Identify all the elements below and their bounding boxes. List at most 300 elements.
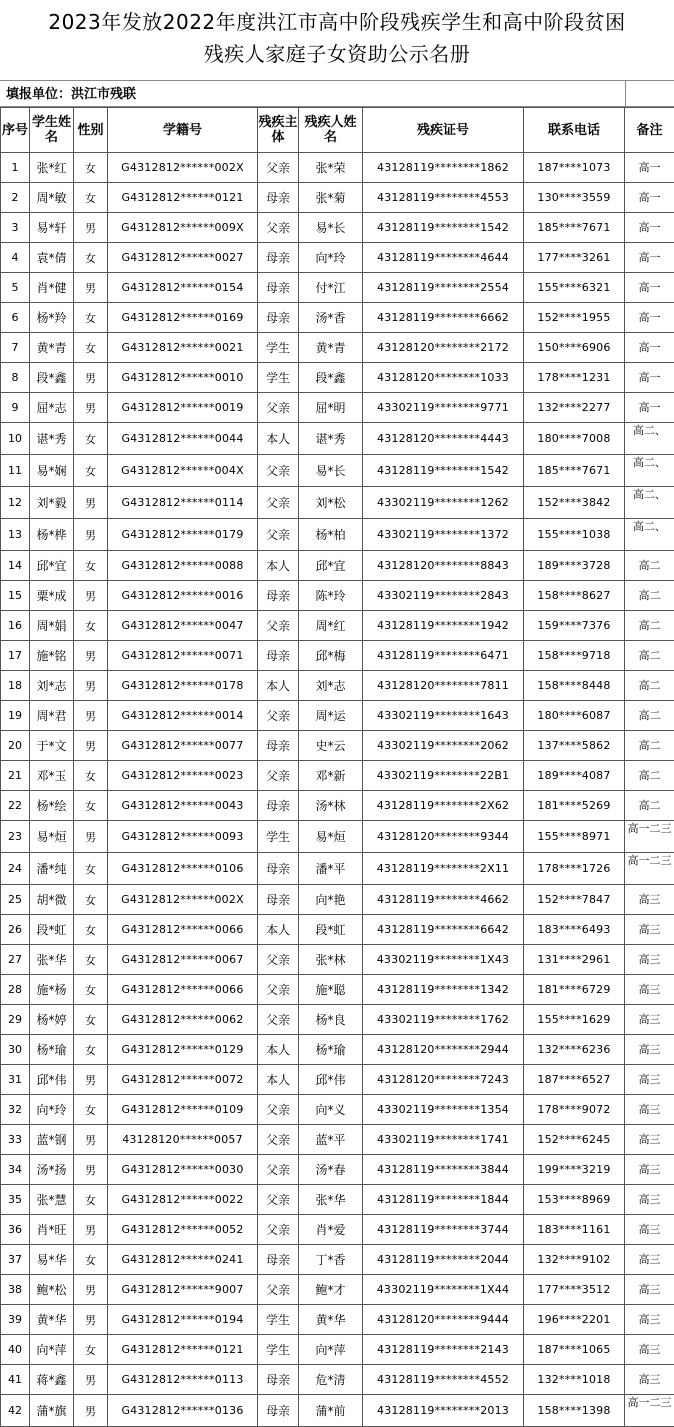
cell-student-id: G4312812******0066 (108, 915, 258, 945)
cell-disabled-name: 邱*伟 (299, 1065, 363, 1095)
cell-student-name: 邓*玉 (30, 761, 74, 791)
cell-student-id: G4312812******0093 (108, 821, 258, 853)
table-row (1, 1365, 674, 1395)
cell-student-id: G4312812******0088 (108, 551, 258, 581)
cell-gender: 女 (74, 1335, 108, 1365)
cell-disabled-name: 杨*良 (299, 1005, 363, 1035)
cell-index: 18 (1, 671, 30, 701)
cell-student-id: G4312812******0121 (108, 183, 258, 213)
cell-disabled-subject: 母亲 (258, 791, 299, 821)
cell-student-name: 刘*毅 (30, 487, 74, 519)
cell-gender: 男 (74, 821, 108, 853)
cell-student-name: 肖*健 (30, 273, 74, 303)
cell-index: 40 (1, 1335, 30, 1365)
cell-disability-cert: 43128119********2X11 (363, 853, 524, 885)
cell-disability-cert: 43128120********9444 (363, 1305, 524, 1335)
cell-disabled-subject: 父亲 (258, 1005, 299, 1035)
cell-disability-cert: 43128120********2172 (363, 333, 524, 363)
cell-student-name: 张*慧 (30, 1185, 74, 1215)
cell-disability-cert: 43128119********2143 (363, 1335, 524, 1365)
cell-disability-cert: 43128119********4552 (363, 1365, 524, 1395)
cell-index: 3 (1, 213, 30, 243)
cell-gender: 男 (74, 701, 108, 731)
cell-gender: 女 (74, 153, 108, 183)
cell-disability-cert: 43302119********2843 (363, 581, 524, 611)
table-row (1, 975, 674, 1005)
cell-student-id: G4312812******0113 (108, 1365, 258, 1395)
cell-student-id: G4312812******002X (108, 885, 258, 915)
cell-disability-cert: 43302119********2062 (363, 731, 524, 761)
cell-gender: 女 (74, 975, 108, 1005)
cell-disabled-name: 张*林 (299, 945, 363, 975)
cell-gender: 男 (74, 1275, 108, 1305)
cell-phone: 187****6527 (524, 1065, 625, 1095)
cell-disabled-subject: 母亲 (258, 885, 299, 915)
cell-student-name: 杨*瑜 (30, 1035, 74, 1065)
cell-phone: 183****1161 (524, 1215, 625, 1245)
cell-gender: 男 (74, 581, 108, 611)
cell-remark: 高一 (625, 183, 674, 213)
cell-disability-cert: 43302119********1762 (363, 1005, 524, 1035)
cell-student-id: G4312812******0136 (108, 1395, 258, 1427)
cell-disabled-name: 潘*平 (299, 853, 363, 885)
table-row (1, 791, 674, 821)
cell-disabled-subject: 父亲 (258, 1125, 299, 1155)
table-row (1, 915, 674, 945)
cell-phone: 130****3559 (524, 183, 625, 213)
cell-index: 15 (1, 581, 30, 611)
cell-disabled-name: 易*长 (299, 213, 363, 243)
cell-disabled-name: 黄*华 (299, 1305, 363, 1335)
cell-remark: 高三 (625, 1245, 674, 1275)
cell-gender: 女 (74, 915, 108, 945)
cell-remark: 高三 (625, 1335, 674, 1365)
cell-index: 2 (1, 183, 30, 213)
table-row (1, 821, 674, 853)
table-row (1, 183, 674, 213)
column-divider (625, 81, 626, 106)
table-row (1, 455, 674, 487)
cell-student-name: 周*敏 (30, 183, 74, 213)
cell-student-name: 汤*扬 (30, 1155, 74, 1185)
cell-index: 7 (1, 333, 30, 363)
cell-disabled-subject: 父亲 (258, 945, 299, 975)
cell-disabled-name: 向*玲 (299, 243, 363, 273)
cell-disabled-subject: 父亲 (258, 611, 299, 641)
table-row (1, 303, 674, 333)
title-line-2: 残疾人家庭子女资助公示名册 (0, 41, 674, 67)
cell-index: 24 (1, 853, 30, 885)
cell-disability-cert: 43128119********1942 (363, 611, 524, 641)
cell-disabled-subject: 母亲 (258, 731, 299, 761)
cell-student-id: G4312812******0178 (108, 671, 258, 701)
cell-student-name: 于*文 (30, 731, 74, 761)
cell-student-name: 胡*微 (30, 885, 74, 915)
cell-phone: 155****1629 (524, 1005, 625, 1035)
cell-student-id: G4312812******0030 (108, 1155, 258, 1185)
cell-disabled-subject: 父亲 (258, 975, 299, 1005)
cell-student-name: 杨*羚 (30, 303, 74, 333)
cell-student-id: G4312812******0043 (108, 791, 258, 821)
cell-phone: 131****2961 (524, 945, 625, 975)
cell-disabled-name: 屈*明 (299, 393, 363, 423)
cell-phone: 187****1065 (524, 1335, 625, 1365)
cell-disabled-subject: 母亲 (258, 641, 299, 671)
cell-index: 34 (1, 1155, 30, 1185)
cell-remark: 高三 (625, 975, 674, 1005)
cell-disabled-subject: 父亲 (258, 701, 299, 731)
cell-disability-cert: 43302119********1X44 (363, 1275, 524, 1305)
cell-disability-cert: 43128119********1342 (363, 975, 524, 1005)
cell-student-name: 邱*宜 (30, 551, 74, 581)
cell-disabled-name: 汤*林 (299, 791, 363, 821)
cell-gender: 男 (74, 487, 108, 519)
cell-phone: 137****5862 (524, 731, 625, 761)
table-row (1, 487, 674, 519)
cell-disability-cert: 43128120********7243 (363, 1065, 524, 1095)
cell-remark: 高三 (625, 1155, 674, 1185)
table-row (1, 423, 674, 455)
cell-disabled-name: 刘*松 (299, 487, 363, 519)
cell-student-id: G4312812******0241 (108, 1245, 258, 1275)
cell-student-id: G4312812******0022 (108, 1185, 258, 1215)
cell-phone: 180****6087 (524, 701, 625, 731)
cell-student-name: 施*杨 (30, 975, 74, 1005)
cell-index: 21 (1, 761, 30, 791)
cell-remark: 高二 (625, 611, 674, 641)
cell-remark: 高二、 (625, 423, 674, 455)
cell-gender: 女 (74, 1245, 108, 1275)
cell-disability-cert: 43128119********4553 (363, 183, 524, 213)
cell-index: 20 (1, 731, 30, 761)
cell-disabled-subject: 本人 (258, 423, 299, 455)
cell-index: 13 (1, 519, 30, 551)
cell-gender: 男 (74, 1125, 108, 1155)
cell-disabled-subject: 父亲 (258, 1215, 299, 1245)
cell-remark: 高三 (625, 1035, 674, 1065)
cell-disability-cert: 43128119********3744 (363, 1215, 524, 1245)
cell-remark: 高三 (625, 1365, 674, 1395)
cell-disabled-subject: 本人 (258, 1065, 299, 1095)
cell-index: 41 (1, 1365, 30, 1395)
cell-remark: 高三 (625, 1005, 674, 1035)
cell-remark: 高一 (625, 333, 674, 363)
cell-phone: 152****7847 (524, 885, 625, 915)
cell-student-id: G4312812******0071 (108, 641, 258, 671)
cell-disabled-subject: 父亲 (258, 393, 299, 423)
header-student-name: 学生姓名 (30, 108, 74, 153)
header-disability-cert: 残疾证号 (363, 108, 524, 153)
cell-disability-cert: 43128120********1033 (363, 363, 524, 393)
cell-student-id: G4312812******0052 (108, 1215, 258, 1245)
cell-gender: 男 (74, 1155, 108, 1185)
cell-disability-cert: 43128119********4644 (363, 243, 524, 273)
cell-gender: 女 (74, 243, 108, 273)
header-index: 序号 (1, 108, 30, 153)
cell-student-name: 易*华 (30, 1245, 74, 1275)
cell-student-id: G4312812******0044 (108, 423, 258, 455)
reporting-unit-row (0, 80, 674, 107)
cell-disabled-subject: 母亲 (258, 581, 299, 611)
cell-remark: 高一 (625, 273, 674, 303)
cell-disabled-subject: 父亲 (258, 1095, 299, 1125)
cell-index: 31 (1, 1065, 30, 1095)
cell-gender: 女 (74, 423, 108, 455)
cell-disability-cert: 43302119********1741 (363, 1125, 524, 1155)
table-row (1, 761, 674, 791)
cell-disabled-name: 张*华 (299, 1185, 363, 1215)
cell-disabled-subject: 学生 (258, 333, 299, 363)
cell-gender: 女 (74, 611, 108, 641)
cell-gender: 男 (74, 519, 108, 551)
table-row (1, 551, 674, 581)
cell-gender: 男 (74, 1365, 108, 1395)
cell-index: 36 (1, 1215, 30, 1245)
cell-index: 12 (1, 487, 30, 519)
cell-disabled-name: 邱*梅 (299, 641, 363, 671)
table-row (1, 945, 674, 975)
table-row (1, 1155, 674, 1185)
table-row (1, 1245, 674, 1275)
reporting-unit-label: 填报单位：洪江市残联 (0, 87, 136, 102)
cell-disabled-subject: 学生 (258, 363, 299, 393)
cell-student-id: G4312812******0047 (108, 611, 258, 641)
cell-student-name: 谌*秀 (30, 423, 74, 455)
cell-remark: 高二 (625, 551, 674, 581)
cell-disabled-subject: 父亲 (258, 213, 299, 243)
cell-index: 14 (1, 551, 30, 581)
cell-remark: 高三 (625, 1125, 674, 1155)
cell-phone: 152****3842 (524, 487, 625, 519)
cell-disability-cert: 43302119********1X43 (363, 945, 524, 975)
document-title (0, 0, 674, 78)
cell-phone: 155****1038 (524, 519, 625, 551)
cell-index: 10 (1, 423, 30, 455)
cell-disabled-subject: 父亲 (258, 519, 299, 551)
cell-phone: 152****6245 (524, 1125, 625, 1155)
cell-student-name: 黄*青 (30, 333, 74, 363)
cell-index: 33 (1, 1125, 30, 1155)
cell-student-name: 张*红 (30, 153, 74, 183)
table-row (1, 1185, 674, 1215)
cell-disabled-name: 蒲*前 (299, 1395, 363, 1427)
cell-disability-cert: 43302119********1262 (363, 487, 524, 519)
cell-gender: 女 (74, 303, 108, 333)
cell-gender: 女 (74, 945, 108, 975)
cell-student-name: 刘*志 (30, 671, 74, 701)
cell-phone: 185****7671 (524, 213, 625, 243)
header-remark: 备注 (625, 108, 674, 153)
cell-disabled-name: 易*长 (299, 455, 363, 487)
cell-index: 4 (1, 243, 30, 273)
cell-remark: 高二、 (625, 487, 674, 519)
cell-disabled-name: 邱*宜 (299, 551, 363, 581)
cell-phone: 196****2201 (524, 1305, 625, 1335)
cell-student-name: 易*烜 (30, 821, 74, 853)
table-row (1, 213, 674, 243)
cell-index: 8 (1, 363, 30, 393)
cell-disabled-subject: 母亲 (258, 183, 299, 213)
cell-disability-cert: 43128119********6662 (363, 303, 524, 333)
cell-disabled-name: 危*清 (299, 1365, 363, 1395)
cell-disabled-subject: 学生 (258, 1305, 299, 1335)
cell-disability-cert: 43128119********3844 (363, 1155, 524, 1185)
cell-index: 30 (1, 1035, 30, 1065)
cell-remark: 高一二三 (625, 821, 674, 853)
table-row (1, 885, 674, 915)
cell-disabled-name: 谌*秀 (299, 423, 363, 455)
table-row (1, 1005, 674, 1035)
table-header-row (1, 108, 674, 153)
roster-table (0, 107, 674, 1427)
cell-student-name: 段*鑫 (30, 363, 74, 393)
cell-remark: 高一 (625, 243, 674, 273)
title-line-1: 2023年发放2022年度洪江市高中阶段残疾学生和高中阶段贫困 (0, 0, 674, 35)
cell-disabled-subject: 父亲 (258, 153, 299, 183)
table-row (1, 1125, 674, 1155)
cell-student-id: G4312812******002X (108, 153, 258, 183)
cell-disability-cert: 43128119********2X62 (363, 791, 524, 821)
cell-remark: 高三 (625, 1305, 674, 1335)
table-row (1, 1095, 674, 1125)
cell-gender: 男 (74, 1395, 108, 1427)
cell-student-id: G4312812******0169 (108, 303, 258, 333)
cell-disabled-subject: 母亲 (258, 1365, 299, 1395)
cell-remark: 高二 (625, 641, 674, 671)
cell-index: 23 (1, 821, 30, 853)
cell-disabled-name: 张*菊 (299, 183, 363, 213)
cell-student-name: 杨*绘 (30, 791, 74, 821)
cell-disability-cert: 43128120********7811 (363, 671, 524, 701)
cell-student-id: G4312812******0066 (108, 975, 258, 1005)
cell-disabled-subject: 母亲 (258, 1395, 299, 1427)
cell-disabled-name: 史*云 (299, 731, 363, 761)
cell-disability-cert: 43302119********22B1 (363, 761, 524, 791)
cell-index: 25 (1, 885, 30, 915)
cell-disabled-name: 汤*春 (299, 1155, 363, 1185)
cell-disabled-subject: 学生 (258, 821, 299, 853)
cell-phone: 158****1398 (524, 1395, 625, 1427)
cell-disabled-name: 丁*香 (299, 1245, 363, 1275)
cell-disabled-subject: 母亲 (258, 273, 299, 303)
cell-gender: 男 (74, 363, 108, 393)
cell-disabled-name: 施*聪 (299, 975, 363, 1005)
cell-gender: 女 (74, 333, 108, 363)
cell-student-name: 屈*志 (30, 393, 74, 423)
cell-gender: 男 (74, 1215, 108, 1245)
cell-phone: 185****7671 (524, 455, 625, 487)
cell-student-id: G4312812******0067 (108, 945, 258, 975)
cell-disabled-subject: 母亲 (258, 853, 299, 885)
cell-disability-cert: 43128120********9344 (363, 821, 524, 853)
header-gender: 性别 (74, 108, 108, 153)
cell-student-name: 黄*华 (30, 1305, 74, 1335)
cell-disabled-subject: 学生 (258, 1335, 299, 1365)
cell-phone: 177****3512 (524, 1275, 625, 1305)
cell-student-name: 周*娟 (30, 611, 74, 641)
cell-student-name: 蒲*旗 (30, 1395, 74, 1427)
cell-student-id: G4312812******0077 (108, 731, 258, 761)
cell-phone: 155****8971 (524, 821, 625, 853)
cell-remark: 高一 (625, 213, 674, 243)
header-student-id: 学籍号 (108, 108, 258, 153)
cell-gender: 男 (74, 671, 108, 701)
cell-student-name: 粟*成 (30, 581, 74, 611)
cell-phone: 159****7376 (524, 611, 625, 641)
cell-disabled-name: 邓*新 (299, 761, 363, 791)
cell-student-id: G4312812******0021 (108, 333, 258, 363)
cell-gender: 男 (74, 213, 108, 243)
cell-gender: 男 (74, 1065, 108, 1095)
table-row (1, 1065, 674, 1095)
cell-disabled-name: 张*荣 (299, 153, 363, 183)
cell-remark: 高三 (625, 885, 674, 915)
table-row (1, 333, 674, 363)
cell-disability-cert: 43128119********2013 (363, 1395, 524, 1427)
cell-student-name: 蒋*鑫 (30, 1365, 74, 1395)
cell-remark: 高二 (625, 761, 674, 791)
cell-student-name: 易*轩 (30, 213, 74, 243)
cell-phone: 178****1726 (524, 853, 625, 885)
cell-index: 26 (1, 915, 30, 945)
table-row (1, 1035, 674, 1065)
cell-index: 38 (1, 1275, 30, 1305)
table-row (1, 1335, 674, 1365)
cell-index: 32 (1, 1095, 30, 1125)
cell-student-name: 杨*婷 (30, 1005, 74, 1035)
cell-remark: 高二、 (625, 455, 674, 487)
cell-phone: 177****3261 (524, 243, 625, 273)
cell-phone: 155****6321 (524, 273, 625, 303)
cell-remark: 高三 (625, 1065, 674, 1095)
cell-remark: 高二 (625, 581, 674, 611)
cell-index: 1 (1, 153, 30, 183)
cell-remark: 高一 (625, 153, 674, 183)
cell-phone: 199****3219 (524, 1155, 625, 1185)
cell-disabled-name: 向*义 (299, 1095, 363, 1125)
cell-index: 22 (1, 791, 30, 821)
cell-student-id: G4312812******0072 (108, 1065, 258, 1095)
cell-phone: 153****8969 (524, 1185, 625, 1215)
cell-disabled-name: 段*虹 (299, 915, 363, 945)
cell-remark: 高一二三 (625, 1395, 674, 1427)
cell-phone: 158****8448 (524, 671, 625, 701)
table-row (1, 731, 674, 761)
cell-index: 5 (1, 273, 30, 303)
cell-student-name: 向*玲 (30, 1095, 74, 1125)
cell-disabled-name: 汤*香 (299, 303, 363, 333)
table-row (1, 153, 674, 183)
cell-student-id: G4312812******0106 (108, 853, 258, 885)
cell-disabled-name: 段*鑫 (299, 363, 363, 393)
cell-disabled-subject: 本人 (258, 551, 299, 581)
cell-student-id: G4312812******0062 (108, 1005, 258, 1035)
cell-disabled-name: 肖*爱 (299, 1215, 363, 1245)
cell-disabled-name: 付*江 (299, 273, 363, 303)
cell-gender: 女 (74, 1035, 108, 1065)
cell-disability-cert: 43302119********9771 (363, 393, 524, 423)
cell-disabled-subject: 本人 (258, 1035, 299, 1065)
cell-disabled-subject: 母亲 (258, 303, 299, 333)
cell-student-id: G4312812******0014 (108, 701, 258, 731)
cell-remark: 高二 (625, 791, 674, 821)
cell-disability-cert: 43128119********6642 (363, 915, 524, 945)
cell-gender: 女 (74, 183, 108, 213)
cell-index: 29 (1, 1005, 30, 1035)
cell-disabled-name: 向*艳 (299, 885, 363, 915)
cell-disabled-name: 杨*瑜 (299, 1035, 363, 1065)
cell-student-name: 蓝*钢 (30, 1125, 74, 1155)
